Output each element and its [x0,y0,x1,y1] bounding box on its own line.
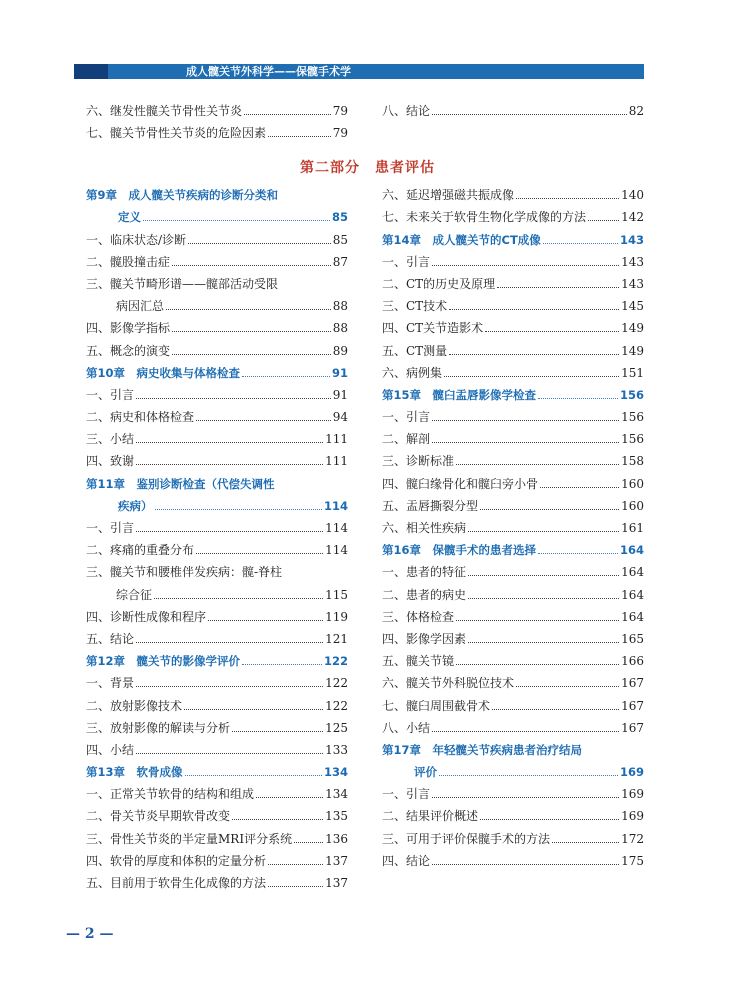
toc-title: 四、影像学因素 [382,631,467,646]
toc-page-number: 165 [621,631,644,646]
toc-page-number: 114 [325,543,348,558]
toc-page-number: 164 [621,609,644,624]
dot-leader [538,398,618,399]
toc-title: 四、软骨的厚度和体积的定量分析 [86,853,267,868]
dot-leader [456,664,619,665]
dot-leader [449,354,619,355]
toc-entry-row [76,561,348,583]
toc-entry-row [372,184,644,206]
toc-title: 第12章 髋关节的影像学评价 [86,654,241,669]
toc-entry-row [372,628,644,650]
toc-page-number: 172 [621,831,644,846]
dot-leader [432,731,619,732]
toc-title: 二、解剖 [382,432,431,447]
toc-title: 三、可用于评价保髋手术的方法 [382,831,551,846]
dot-leader [172,354,331,355]
dot-leader [538,553,618,554]
toc-entry-row [372,251,644,273]
toc-entry-row [76,295,348,317]
toc-title: 第16章 保髋手术的患者选择 [382,543,537,558]
toc-title: 评价 [414,765,437,780]
toc-entry-row [76,539,348,561]
toc-entry-row [372,428,644,450]
toc-title: 三、骨性关节炎的半定量MRI评分系统 [86,831,293,846]
dot-leader [468,531,619,532]
toc-page-number: 91 [331,365,348,380]
dot-leader [588,220,619,221]
toc-entry-row [372,783,644,805]
toc-title: 三、髋关节和腰椎伴发疾病：髋-脊柱 [86,565,283,580]
toc-page-number: 114 [325,521,348,535]
toc-title: 三、髋关节畸形谱——髋部活动受限 [86,276,279,291]
toc-page-number: 156 [621,432,644,447]
toc-page-number: 137 [325,876,348,890]
toc-title: 二、病史和体格检查 [86,410,195,425]
toc-entry-row [372,317,644,339]
toc-title: 五、CT测量 [382,343,448,358]
toc-entry-row [372,406,644,428]
toc-entry-row [372,672,644,694]
toc-entry-row [76,783,348,805]
top-left-toc [76,100,348,144]
toc-title: 五、结论 [86,631,135,646]
toc-page-number: 143 [619,232,644,247]
toc-page-number: 164 [621,587,644,602]
toc-entry-row [76,628,348,650]
toc-title: 五、髋关节镜 [382,654,455,669]
header-accent-block [74,64,108,79]
toc-entry-row [76,583,348,605]
toc-title: 一、引言 [382,787,431,802]
toc-page-number: 79 [332,104,348,119]
dot-leader [242,376,330,377]
toc-title: 一、引言 [382,254,431,269]
toc-entry-row [372,206,644,228]
toc-page-number: 122 [325,676,348,691]
toc-title: 三、体格检查 [382,609,455,624]
toc-title: 第13章 软骨成像 [86,765,183,780]
dot-leader [136,753,323,754]
toc-entry-row [372,717,644,739]
toc-title: 一、引言 [382,410,431,425]
dot-leader [432,265,619,266]
toc-entry-row [372,273,644,295]
toc-page-number: 149 [621,343,644,358]
page-number: — 2 — [66,926,114,942]
dot-leader [552,842,619,843]
toc-title: 五、概念的演变 [86,343,171,358]
toc-page-number: 140 [621,188,644,203]
toc-title: 一、患者的特征 [382,565,467,580]
toc-title: 第9章 成人髋关节疾病的诊断分类和 [86,188,278,203]
toc-title: 疾病） [118,498,153,513]
toc-title: 三、诊断标准 [382,454,455,469]
toc-page-number: 91 [332,387,348,402]
dot-leader [185,775,322,776]
dot-leader [136,442,323,443]
toc-page-number: 149 [621,321,644,336]
dot-leader [154,598,323,599]
toc-entry-row [76,717,348,739]
toc-entry-row [76,228,348,250]
toc-page-number: 85 [331,210,348,225]
dot-leader [232,819,323,820]
toc-title: 综合征 [116,587,153,602]
toc-title: 二、放射影像技术 [86,698,183,713]
toc-chapter-row [76,650,348,672]
dot-leader [432,114,627,115]
toc-title: 六、相关性疾病 [382,521,467,535]
toc-page-number: 160 [621,476,644,491]
toc-entry-row [76,122,348,144]
toc-chapter-row [76,472,348,494]
toc-title: 定义 [118,210,141,225]
dot-leader [172,331,331,332]
dot-leader [268,886,323,887]
dot-leader [196,420,331,421]
toc-entry-row [76,739,348,761]
toc-entry-row [76,450,348,472]
toc-page-number: 87 [332,254,348,269]
toc-entry-row [372,362,644,384]
dot-leader [497,287,619,288]
toc-entry-row [372,450,644,472]
toc-page-number: 134 [325,787,348,802]
top-right-toc [372,100,644,122]
toc-entry-row [372,295,644,317]
toc-entry-row [76,100,348,122]
toc-title: 一、引言 [86,521,135,535]
dot-leader [136,686,323,687]
dot-leader [184,709,323,710]
toc-entry-row [372,472,644,494]
dot-leader [242,664,322,665]
toc-page-number: 135 [325,809,348,824]
toc-title: 七、髋关节骨性关节炎的危险因素 [86,126,267,141]
dot-leader [456,620,619,621]
toc-chapter-row [76,206,348,228]
toc-entry-row [372,561,644,583]
toc-page-number: 145 [621,299,644,314]
toc-title: 三、CT技术 [382,299,448,314]
toc-page-number: 167 [621,720,644,735]
dot-leader [155,509,322,510]
dot-leader [468,642,619,643]
toc-title: 二、疼痛的重叠分布 [86,543,195,558]
toc-page-number: 151 [621,365,644,380]
toc-page-number: 169 [621,809,644,824]
toc-title: 第10章 病史收集与体格检查 [86,365,241,380]
dot-leader [136,464,323,465]
dot-leader [268,136,331,137]
toc-page-number: 119 [325,609,348,624]
dot-leader [449,309,619,310]
running-header-bar [74,64,644,79]
toc-page-number: 167 [621,676,644,691]
toc-title: 二、结果评价概述 [382,809,479,824]
toc-chapter-row [76,362,348,384]
toc-title: 四、诊断性成像和程序 [86,609,207,624]
dot-leader [136,642,323,643]
dot-leader [439,775,618,776]
dot-leader [294,842,323,843]
toc-page-number: 82 [628,104,644,119]
dot-leader [232,731,323,732]
toc-title: 二、CT的历史及原理 [382,276,496,291]
toc-page-number: 122 [323,654,348,669]
toc-entry-row [76,428,348,450]
toc-title: 一、正常关节软骨的结构和组成 [86,787,255,802]
dot-leader [136,398,331,399]
dot-leader [456,464,619,465]
toc-title: 第15章 髋臼盂唇影像学检查 [382,387,537,402]
dot-leader [166,309,331,310]
toc-chapter-row [76,761,348,783]
toc-entry-row [76,606,348,628]
toc-title: 五、盂唇撕裂分型 [382,498,479,513]
toc-title: 一、引言 [86,387,135,402]
dot-leader [468,598,619,599]
toc-page-number: 164 [621,565,644,580]
right-toc-column [372,184,644,872]
toc-chapter-row [76,184,348,206]
dot-leader [485,331,619,332]
toc-title: 二、骨关节炎早期软骨改变 [86,809,231,824]
toc-title: 六、继发性髋关节骨性关节炎 [86,104,243,119]
toc-entry-row [76,850,348,872]
toc-page-number: 134 [323,765,348,780]
toc-page-number: 121 [325,631,348,646]
toc-title: 三、小结 [86,432,135,447]
toc-title: 二、髋股撞击症 [86,254,171,269]
toc-title: 四、髋臼缘骨化和髋臼旁小骨 [382,476,539,491]
toc-chapter-row [372,384,644,406]
dot-leader [244,114,331,115]
toc-page-number: 167 [621,698,644,713]
toc-title: 五、目前用于软骨生化成像的方法 [86,876,267,890]
toc-page-number: 160 [621,498,644,513]
toc-title: 六、病例集 [382,365,443,380]
toc-page-number: 137 [325,853,348,868]
toc-title: 七、髋臼周围截骨术 [382,698,491,713]
toc-page-number: 125 [325,720,348,735]
toc-entry-row [372,606,644,628]
toc-entry-row [76,406,348,428]
toc-entry-row [76,672,348,694]
toc-entry-row [372,339,644,361]
toc-entry-row [76,273,348,295]
toc-title: 病因汇总 [116,299,165,314]
dot-leader [188,243,331,244]
toc-entry-row [372,805,644,827]
dot-leader [143,220,330,221]
dot-leader [172,265,331,266]
toc-entry-row [76,827,348,849]
toc-chapter-row [372,739,644,761]
toc-title: 二、患者的病史 [382,587,467,602]
toc-page-number: 164 [619,543,644,558]
left-toc-column [76,184,348,894]
toc-entry-row [76,317,348,339]
toc-entry-row [76,251,348,273]
toc-chapter-row [372,539,644,561]
toc-page-number: 161 [621,521,644,535]
toc-title: 四、CT关节造影术 [382,321,484,336]
toc-title: 一、背景 [86,676,135,691]
toc-title: 一、临床状态/诊断 [86,232,187,247]
toc-page-number: 111 [325,432,348,447]
toc-title: 四、结论 [382,853,431,868]
toc-page-number: 111 [325,454,348,469]
toc-chapter-row [76,495,348,517]
toc-page-number: 169 [619,765,644,780]
toc-entry-row [76,694,348,716]
dot-leader [543,243,618,244]
toc-entry-row [372,827,644,849]
toc-title: 六、延迟增强磁共振成像 [382,188,515,203]
toc-entry-row [76,384,348,406]
toc-page-number: 122 [325,698,348,713]
toc-page-number: 142 [621,210,644,225]
toc-page-number: 88 [332,321,348,336]
toc-title: 四、致谢 [86,454,135,469]
toc-page-number: 143 [621,254,644,269]
toc-page-number: 88 [332,299,348,314]
toc-page-number: 89 [332,343,348,358]
toc-page-number: 79 [332,126,348,141]
toc-entry-row [76,805,348,827]
toc-title: 八、小结 [382,720,431,735]
toc-page-number: 156 [621,410,644,425]
toc-title: 三、放射影像的解读与分析 [86,720,231,735]
dot-leader [208,620,323,621]
toc-page-number: 169 [621,787,644,802]
toc-entry-row [76,339,348,361]
toc-title: 六、髋关节外科脱位技术 [382,676,515,691]
toc-entry-row [372,100,644,122]
dot-leader [480,819,619,820]
toc-title: 四、影像学指标 [86,321,171,336]
dot-leader [480,509,619,510]
toc-title: 第17章 年轻髋关节疾病患者治疗结局 [382,742,583,757]
running-header-title: 成人髋关节外科学——保髋手术学 [186,65,351,78]
dot-leader [540,487,619,488]
dot-leader [432,442,619,443]
toc-entry-row [372,850,644,872]
toc-page-number: 114 [323,498,348,513]
toc-entry-row [372,694,644,716]
toc-title: 七、未来关于软骨生物化学成像的方法 [382,210,587,225]
dot-leader [516,686,619,687]
toc-entry-row [76,872,348,894]
dot-leader [516,198,619,199]
toc-page-number: 175 [621,853,644,868]
dot-leader [432,864,619,865]
toc-page-number: 94 [332,410,348,425]
dot-leader [444,376,619,377]
toc-entry-row [372,517,644,539]
toc-entry-row [372,583,644,605]
toc-title: 第11章 鉴别诊断检查（代偿失调性 [86,476,275,491]
toc-chapter-row [372,228,644,250]
toc-title: 八、结论 [382,104,431,119]
toc-page-number: 156 [619,387,644,402]
toc-page-number: 143 [621,276,644,291]
toc-page-number: 85 [332,232,348,247]
toc-entry-row [76,517,348,539]
dot-leader [432,420,619,421]
toc-page-number: 166 [621,654,644,669]
toc-entry-row [372,495,644,517]
toc-page-number: 158 [621,454,644,469]
toc-title: 四、小结 [86,742,135,757]
toc-page-number: 136 [325,831,348,846]
section-title: 第二部分 患者评估 [300,160,435,176]
toc-entry-row [372,650,644,672]
dot-leader [256,797,323,798]
dot-leader [432,797,619,798]
dot-leader [268,864,323,865]
toc-chapter-row [372,761,644,783]
toc-title: 第14章 成人髋关节的CT成像 [382,232,541,247]
dot-leader [468,575,619,576]
dot-leader [136,531,323,532]
toc-page-number: 115 [325,587,348,602]
dot-leader [492,709,619,710]
toc-page-number: 133 [325,742,348,757]
dot-leader [196,553,323,554]
